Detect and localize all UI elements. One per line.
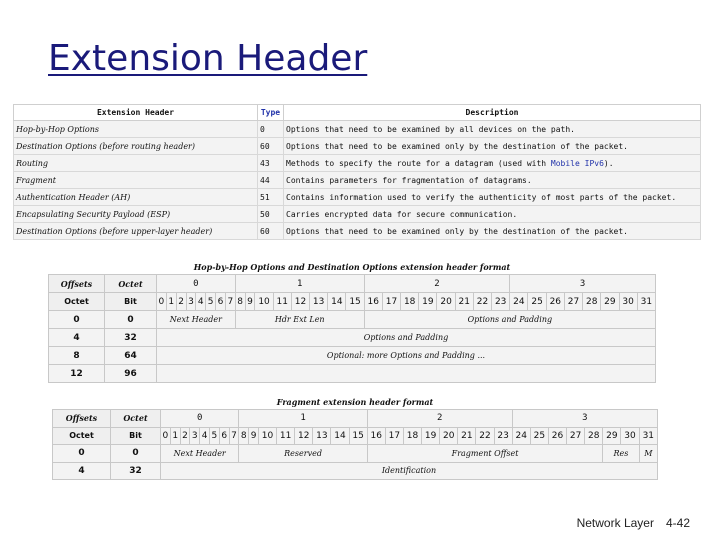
- footer-label: Network Layer: [576, 516, 654, 530]
- bit-number: 0: [161, 427, 171, 445]
- octet-group-number: 0: [157, 275, 236, 293]
- bit-number: 11: [277, 427, 295, 445]
- bit-number: 18: [401, 293, 419, 311]
- ext-type: 44: [258, 172, 284, 189]
- offsets-label: Offsets: [53, 410, 111, 428]
- ext-desc: [284, 155, 701, 172]
- header-field: Identification: [161, 462, 658, 480]
- ext-type: 0: [258, 121, 284, 138]
- row-octet-offset: 12: [49, 365, 105, 383]
- table-row: [14, 189, 701, 206]
- bit-number: 28: [585, 427, 603, 445]
- bit-number: 12: [291, 293, 309, 311]
- bit-number: 6: [216, 293, 226, 311]
- bit-number: 25: [528, 293, 546, 311]
- bit-number: 26: [548, 427, 566, 445]
- header-field: Options and Padding: [157, 329, 656, 347]
- bit-number: 22: [473, 293, 491, 311]
- bit-number: 15: [346, 293, 364, 311]
- header-field: Options and Padding: [364, 311, 655, 329]
- bit-number-row: [49, 293, 656, 311]
- bit-number: 22: [476, 427, 494, 445]
- offsets-label: Offsets: [49, 275, 105, 293]
- bit-column-label: Bit: [111, 427, 161, 445]
- ext-type: 60: [258, 223, 284, 240]
- bit-number: 7: [229, 427, 239, 445]
- ext-name: Fragment: [14, 172, 258, 189]
- octet-label: Octet: [111, 410, 161, 428]
- hbh-format-caption: Hop-by-Hop Options and Destination Options extension header format: [193, 262, 511, 272]
- bit-number: 9: [249, 427, 259, 445]
- octet-column-label: Octet: [53, 427, 111, 445]
- bit-number: 6: [219, 427, 229, 445]
- ext-type: 60: [258, 138, 284, 155]
- bit-number: 4: [196, 293, 206, 311]
- ext-table-header-row: [14, 105, 701, 121]
- row-octet-offset: 4: [53, 462, 111, 480]
- bit-number: 16: [367, 427, 385, 445]
- header-field: Fragment Offset: [367, 445, 603, 463]
- row-octet-offset: 0: [49, 311, 105, 329]
- bit-number: 14: [328, 293, 346, 311]
- table-row: [53, 462, 658, 480]
- bit-number: 28: [583, 293, 601, 311]
- bit-number: 21: [458, 427, 476, 445]
- bit-number: 17: [385, 427, 403, 445]
- bit-number: 14: [331, 427, 349, 445]
- bit-number: 9: [245, 293, 255, 311]
- ext-desc: Options that need to be examined only by the destination of the packet.: [284, 223, 701, 240]
- table-row: [53, 445, 658, 463]
- row-octet-offset: 0: [53, 445, 111, 463]
- fragment-format-table: [52, 409, 658, 480]
- header-field: Next Header: [161, 445, 239, 463]
- table-row: [49, 311, 656, 329]
- ext-name: Encapsulating Security Payload (ESP): [14, 206, 258, 223]
- ext-name: Authentication Header (AH): [14, 189, 258, 206]
- ext-type: 50: [258, 206, 284, 223]
- octet-column-label: Octet: [49, 293, 105, 311]
- bit-number: 20: [437, 293, 455, 311]
- bit-number: 29: [603, 427, 621, 445]
- octet-group-row: [53, 410, 658, 428]
- row-bit-offset: 32: [105, 329, 157, 347]
- bit-number: 19: [422, 427, 440, 445]
- table-row: [14, 121, 701, 138]
- bit-number: 2: [176, 293, 186, 311]
- bit-number: 5: [209, 427, 219, 445]
- bit-number: 1: [170, 427, 180, 445]
- bit-number: 25: [530, 427, 548, 445]
- table-row: [14, 206, 701, 223]
- bit-number: 27: [567, 427, 585, 445]
- octet-group-number: 3: [512, 410, 657, 428]
- ext-desc: Options that need to be examined only by the destination of the packet.: [284, 138, 701, 155]
- bit-number: 8: [239, 427, 249, 445]
- bit-number: 1: [166, 293, 176, 311]
- bit-number: 19: [419, 293, 437, 311]
- ext-name: Routing: [14, 155, 258, 172]
- octet-label: Octet: [105, 275, 157, 293]
- row-octet-offset: 4: [49, 329, 105, 347]
- fragment-format-caption: Fragment extension header format: [276, 397, 434, 407]
- bit-number: 8: [235, 293, 245, 311]
- table-row: [14, 138, 701, 155]
- bit-number: 24: [512, 427, 530, 445]
- bit-column-label: Bit: [105, 293, 157, 311]
- bit-number: 31: [637, 293, 655, 311]
- bit-number: 4: [200, 427, 210, 445]
- row-bit-offset: 32: [111, 462, 161, 480]
- col-header-type: Type: [258, 105, 284, 121]
- table-row: [14, 155, 701, 172]
- header-field: Next Header: [157, 311, 236, 329]
- ext-desc: Contains parameters for fragmentation of datagrams.: [284, 172, 701, 189]
- bit-number: 11: [273, 293, 291, 311]
- ext-name: Destination Options (before upper-layer header): [14, 223, 258, 240]
- col-header-description: Description: [284, 105, 701, 121]
- bit-number: 24: [510, 293, 528, 311]
- ext-desc: Contains information used to verify the authenticity of most parts of the packet.: [284, 189, 701, 206]
- bit-number: 0: [157, 293, 167, 311]
- page-number: 4-42: [665, 516, 690, 530]
- header-field: Optional: more Options and Padding ...: [157, 347, 656, 365]
- bit-number: 27: [564, 293, 582, 311]
- ext-name: Hop-by-Hop Options: [14, 121, 258, 138]
- header-field: M: [639, 445, 657, 463]
- bit-number: 10: [255, 293, 273, 311]
- ext-type: 51: [258, 189, 284, 206]
- hbh-format-table: [48, 274, 656, 383]
- octet-group-number: 2: [367, 410, 512, 428]
- bit-number: 5: [206, 293, 216, 311]
- bit-number: 30: [619, 293, 637, 311]
- col-header-extension: Extension Header: [14, 105, 258, 121]
- header-field: [157, 365, 656, 383]
- bit-number: 23: [494, 427, 512, 445]
- extension-header-table: [13, 104, 701, 240]
- header-field: Reserved: [239, 445, 367, 463]
- bit-number: 17: [382, 293, 400, 311]
- table-row: [49, 329, 656, 347]
- table-row: [14, 172, 701, 189]
- bit-number: 29: [601, 293, 619, 311]
- bit-number: 30: [621, 427, 639, 445]
- bit-number: 7: [225, 293, 235, 311]
- bit-number: 18: [403, 427, 421, 445]
- octet-group-number: 1: [235, 275, 364, 293]
- bit-number: 21: [455, 293, 473, 311]
- ext-name: Destination Options (before routing header): [14, 138, 258, 155]
- ext-desc: Carries encrypted data for secure communication.: [284, 206, 701, 223]
- bit-number: 26: [546, 293, 564, 311]
- row-bit-offset: 96: [105, 365, 157, 383]
- bit-number: 15: [349, 427, 367, 445]
- header-field: Hdr Ext Len: [235, 311, 364, 329]
- row-bit-offset: 0: [105, 311, 157, 329]
- table-row: [49, 347, 656, 365]
- bit-number: 2: [180, 427, 190, 445]
- ext-desc-tail: ).: [603, 158, 614, 168]
- bit-number: 16: [364, 293, 382, 311]
- bit-number-row: [53, 427, 658, 445]
- bit-number: 3: [190, 427, 200, 445]
- bit-number: 31: [639, 427, 657, 445]
- bit-number: 10: [258, 427, 276, 445]
- row-bit-offset: 64: [105, 347, 157, 365]
- octet-group-number: 1: [239, 410, 367, 428]
- ext-type: 43: [258, 155, 284, 172]
- footer: [565, 516, 690, 530]
- ext-desc: Options that need to be examined by all devices on the path.: [284, 121, 701, 138]
- table-row: [14, 223, 701, 240]
- bit-number: 3: [186, 293, 196, 311]
- bit-number: 13: [313, 427, 331, 445]
- bit-number: 23: [492, 293, 510, 311]
- octet-group-number: 3: [510, 275, 656, 293]
- bit-number: 12: [295, 427, 313, 445]
- slide-title: Extension Header: [48, 38, 368, 79]
- octet-group-row: [49, 275, 656, 293]
- header-field: Res: [603, 445, 639, 463]
- row-octet-offset: 8: [49, 347, 105, 365]
- row-bit-offset: 0: [111, 445, 161, 463]
- mobile-ipv6-link[interactable]: Mobile IPv6: [550, 158, 604, 168]
- bit-number: 20: [440, 427, 458, 445]
- octet-group-number: 0: [161, 410, 239, 428]
- octet-group-number: 2: [364, 275, 510, 293]
- table-row: [49, 365, 656, 383]
- bit-number: 13: [310, 293, 328, 311]
- ext-desc-text: Methods to specify the route for a datagram (used with: [286, 158, 551, 168]
